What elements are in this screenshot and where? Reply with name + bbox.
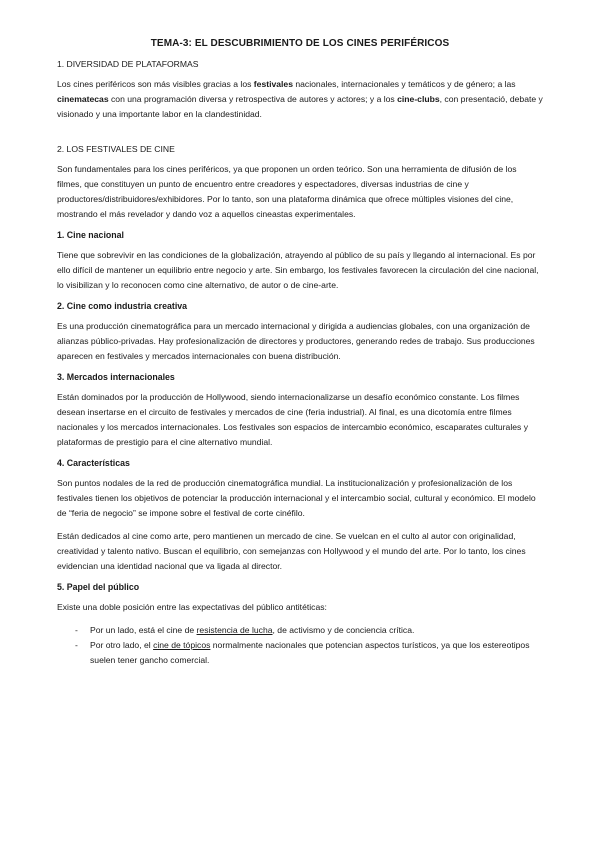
list-item <box>57 623 543 638</box>
text-run: Los cines periféricos son más visibles gracias a los <box>57 79 254 89</box>
subheading-papel-publico: 5. Papel del público <box>57 582 140 592</box>
underlined-term: resistencia de lucha <box>196 625 273 635</box>
subheading-industria-creativa: 2. Cine como industria creativa <box>57 301 188 311</box>
list-item <box>57 638 543 668</box>
text-run: Por un lado, está el cine de <box>90 625 197 635</box>
document-title: TEMA-3: EL DESCUBRIMIENTO DE LOS CINES PERIFÉRICOS <box>150 38 450 49</box>
paragraph-industria-creativa: Es una producción cinematográfica para un mercado internacional y dirigida a audiencias globales, con una organización de alianzas público-privadas. Hay profesionalización de directores y productores, generando redes de trabajo. Sus producciones aparecen en festivales y mercados internacionales con buena distribución. <box>57 321 535 361</box>
bold-term-cinematecas: cinematecas <box>57 94 109 104</box>
dash-marker: - <box>75 640 78 650</box>
bold-term-cine-clubs: cine-clubs <box>397 94 440 104</box>
paragraph-mercados: Están dominados por la producción de Hollywood, siendo internacionalizarse un desafío económico constante. Los filmes desean insertarse en el circuito de festivales y mercados de cine (feria industrial). Al final, es una dicotomía entre filmes nacionales y los mercados internacionales. Los festivales son espacios de intercambio económico, escaparates culturales y plataformas de prestigio para el cine alternativo mundial. <box>57 392 528 447</box>
text-run: , con presentació, debate y visionado y una importante labor en la clandestinidad. <box>57 94 543 119</box>
text-run: , de activismo y de conciencia crítica. <box>272 625 415 635</box>
paragraph-festivales-intro: Son fundamentales para los cines periféricos, ya que proponen un orden teórico. Son una herramienta de difusión de los filmes, que constituyen un punto de encuentro entre creadores y espectadores, diversas industrias de cine y productores/distribuidores/exhibidores. Por lo tanto, son una plataforma dinámica que ofrece múltiples visiones del cine, mostrando el más revelador y dando voz a aquellos cineastas experimentales. <box>57 164 517 219</box>
dash-marker: - <box>75 625 78 635</box>
subheading-mercados: 3. Mercados internacionales <box>57 372 175 382</box>
section-heading-festivales: 2. LOS FESTIVALES DE CINE <box>57 144 175 154</box>
paragraph-plataformas <box>57 77 543 122</box>
bullet-list <box>57 623 543 668</box>
underlined-term: cine de tópicos <box>153 640 211 650</box>
paragraph-caracteristicas-1: Son puntos nodales de la red de producción cinematográfica mundial. La institucionalización y profesionalización de los festivales tienen los objetivos de potenciar la producción internacional y el intercambio social, cultural y económico. El modelo de “feria de negocio” se impone sobre el festival de corte cinéfilo. <box>57 478 536 518</box>
text-run: normalmente nacionales que potencian aspectos turísticos, ya que los estereotipos suelen tener gancho comercial. <box>90 640 530 665</box>
subheading-cine-nacional: 1. Cine nacional <box>57 230 124 240</box>
paragraph-caracteristicas-2: Están dedicados al cine como arte, pero mantienen un mercado de cine. Se vuelcan en el culto al autor con originalidad, creatividad y talento nativo. Buscan el equilibrio, con semejanzas con Hollywood y el mundo del arte. Por lo tanto, los cines evidencian una identidad nacional que va ligada al director. <box>57 531 526 571</box>
text-run: nacionales, internacionales y temáticos y de género; a las <box>292 79 516 89</box>
paragraph-papel-publico: Existe una doble posición entre las expectativas del público antitéticas: <box>57 602 327 612</box>
paragraph-cine-nacional: Tiene que sobrevivir en las condiciones de la globalización, atrayendo al público de su país y llegando al internacional. Es por ello difícil de mantener un equilibrio entre negocio y arte. Sin embargo, los festivales favorecen la circulación del cine nacional, lo visibilizan y lo reconocen como cine alternativo, de autor o de cine-arte. <box>57 250 539 290</box>
bold-term-festivales: festivales <box>253 79 293 89</box>
text-run: Por otro lado, el <box>90 640 154 650</box>
section-heading-plataformas: 1. DIVERSIDAD DE PLATAFORMAS <box>57 59 199 69</box>
subheading-caracteristicas: 4. Características <box>57 458 130 468</box>
text-run: con una programación diversa y retrospectiva de autores y actores; y a los <box>108 94 398 104</box>
